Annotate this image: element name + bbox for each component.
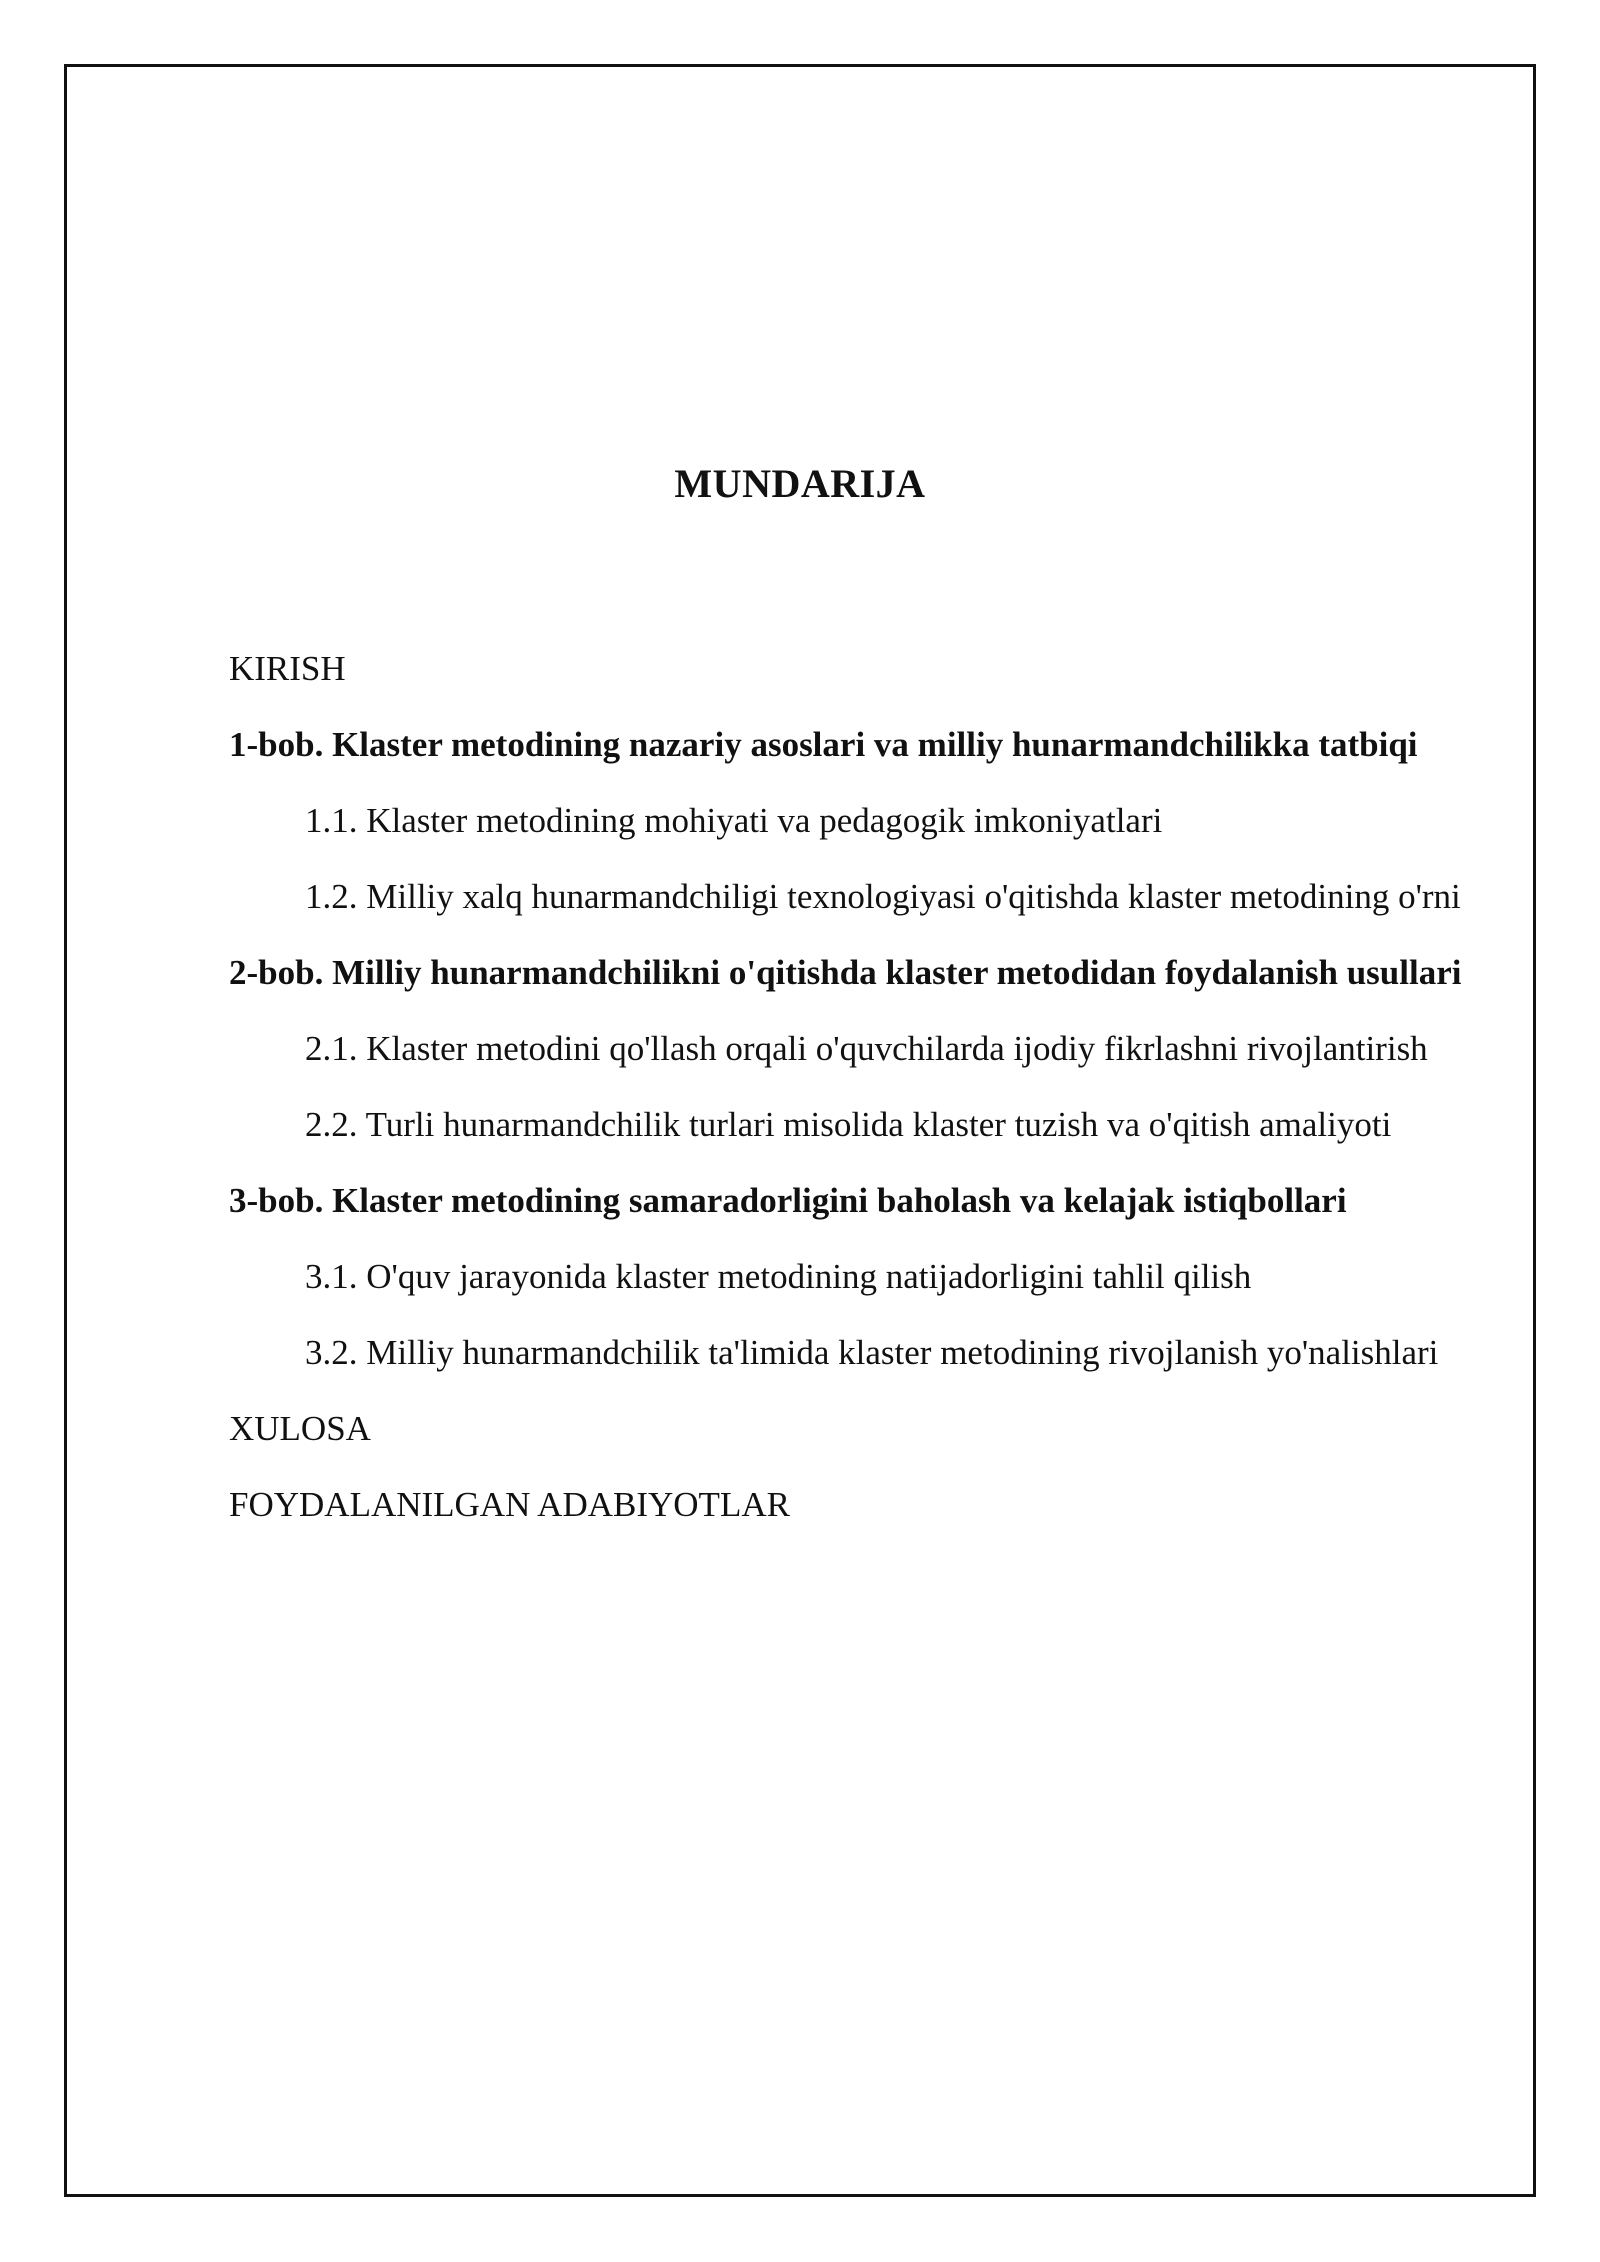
page-title: MUNDARIJA [674,461,926,506]
toc-section-2-1: 2.1. Klaster metodini qo'llash orqali o'quvchilarda ijodiy fikrlashni rivojlantirish [305,1029,1428,1068]
toc-chapter-1: 1-bob. Klaster metodining nazariy asoslari va milliy hunarmandchilikka tatbiqi [229,725,1418,764]
toc-section-1-1: 1.1. Klaster metodining mohiyati va pedagogik imkoniyatlari [305,801,1163,840]
toc-chapter-3: 3-bob. Klaster metodining samaradorligini baholash va kelajak istiqbollari [229,1181,1347,1220]
toc-item-introduction: KIRISH [229,649,346,688]
toc-section-1-2: 1.2. Milliy xalq hunarmandchiligi texnologiyasi o'qitishda klaster metodining o'rni [305,877,1461,916]
table-of-contents [229,636,1489,1548]
toc-section-2-2: 2.2. Turli hunarmandchilik turlari misolida klaster tuzish va o'qitish amaliyoti [305,1105,1392,1144]
toc-section-3-2: 3.2. Milliy hunarmandchilik ta'limida klaster metodining rivojlanish yo'nalishlari [305,1333,1439,1372]
toc-item-conclusion: XULOSA [229,1409,371,1448]
toc-chapter-2: 2-bob. Milliy hunarmandchilikni o'qitishda klaster metodidan foydalanish usullari [229,953,1462,992]
toc-section-3-1: 3.1. O'quv jarayonida klaster metodining natijadorligini tahlil qilish [305,1257,1252,1296]
toc-item-references: FOYDALANILGAN ADABIYOTLAR [229,1485,790,1524]
